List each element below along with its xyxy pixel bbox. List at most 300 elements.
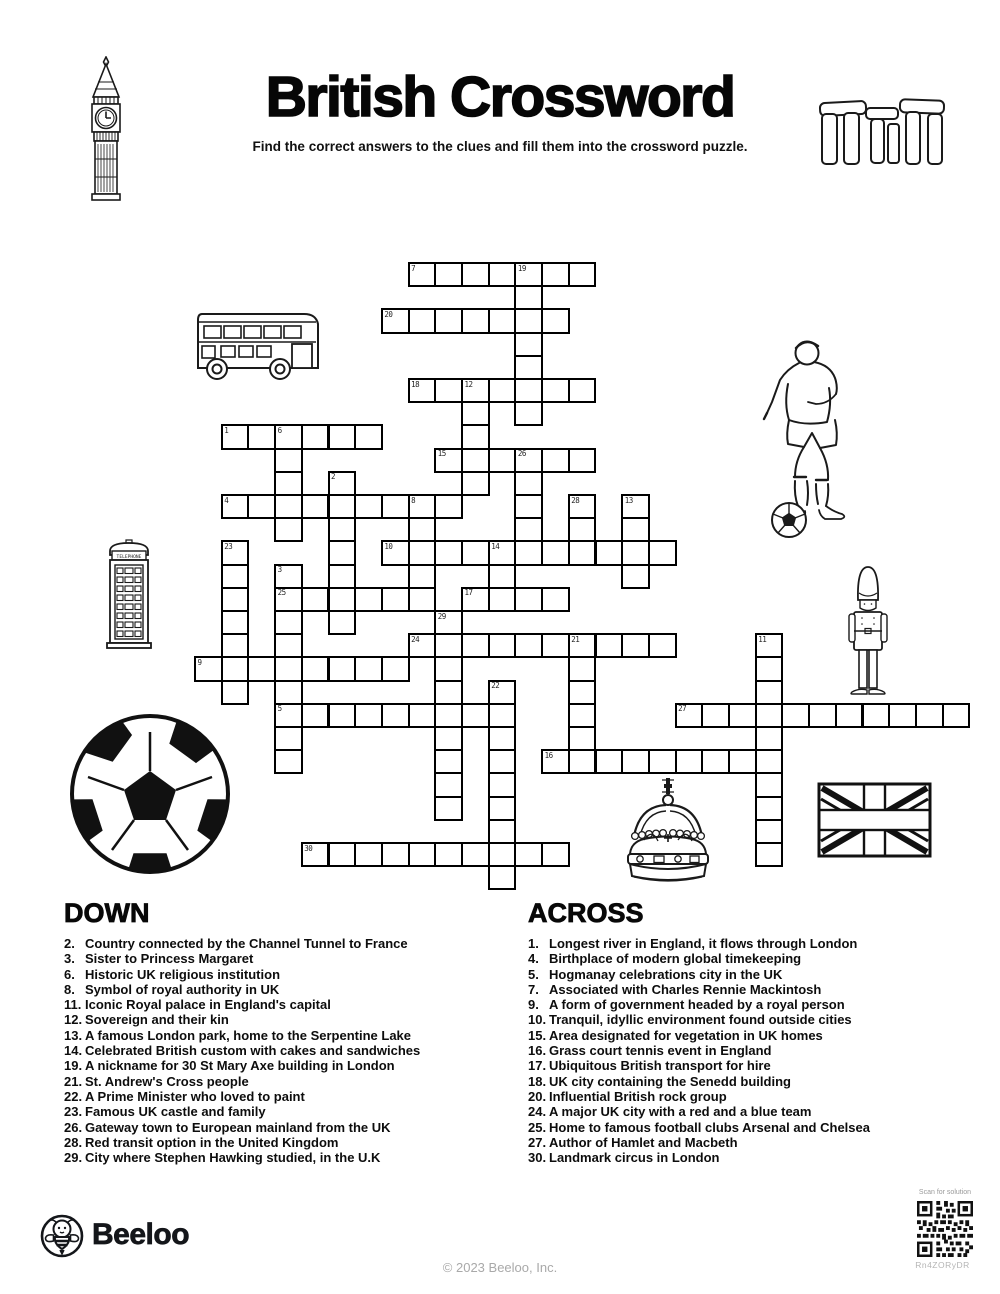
grid-cell[interactable]	[408, 308, 437, 333]
grid-cell[interactable]	[514, 285, 543, 310]
clue-item	[64, 967, 516, 982]
grid-cell[interactable]	[461, 540, 490, 565]
grid-cell[interactable]	[434, 772, 463, 797]
grid-cell[interactable]	[434, 610, 463, 635]
clue-number: 22.	[64, 1088, 83, 1104]
grid-cell[interactable]	[434, 726, 463, 751]
grid-cell[interactable]	[675, 749, 704, 774]
grid-cell[interactable]	[514, 494, 543, 519]
clue-item	[64, 997, 516, 1012]
clue-text: Area designated for vegetation in UK homes	[549, 1027, 823, 1043]
grid-cell[interactable]	[408, 540, 437, 565]
grid-cell[interactable]	[328, 424, 357, 449]
grid-cell[interactable]	[514, 842, 543, 867]
grid-cell[interactable]	[701, 703, 730, 728]
across-clues-section	[528, 898, 980, 1165]
clue-item	[528, 1150, 980, 1165]
grid-cell[interactable]	[221, 564, 250, 589]
clue-text: A form of government headed by a royal person	[549, 997, 845, 1013]
grid-cell[interactable]	[274, 424, 303, 449]
grid-cell[interactable]	[354, 494, 383, 519]
grid-cell[interactable]	[514, 332, 543, 357]
grid-cell[interactable]	[942, 703, 971, 728]
grid-cell[interactable]	[408, 564, 437, 589]
grid-cell[interactable]	[648, 749, 677, 774]
clue-number: 18.	[528, 1073, 547, 1089]
grid-cell[interactable]	[434, 540, 463, 565]
grid-cell[interactable]	[381, 656, 410, 681]
clue-text: Associated with Charles Rennie Mackintosh	[549, 981, 822, 997]
grid-cell[interactable]	[354, 587, 383, 612]
grid-cell[interactable]	[488, 726, 517, 751]
clue-text: Landmark circus in London	[549, 1150, 720, 1166]
clue-number: 12.	[64, 1012, 83, 1028]
grid-cell[interactable]	[595, 749, 624, 774]
grid-cell[interactable]	[568, 540, 597, 565]
grid-cell[interactable]	[808, 703, 837, 728]
grid-cell[interactable]	[381, 703, 410, 728]
clue-item	[64, 1028, 516, 1043]
grid-cell[interactable]	[568, 656, 597, 681]
grid-cell[interactable]	[461, 842, 490, 867]
grid-cell[interactable]	[488, 633, 517, 658]
grid-cell[interactable]	[221, 540, 250, 565]
grid-cell[interactable]	[621, 564, 650, 589]
clue-text: A Prime Minister who loved to paint	[85, 1088, 305, 1104]
grid-cell[interactable]	[541, 308, 570, 333]
grid-cell[interactable]	[274, 587, 303, 612]
grid-cell[interactable]	[488, 448, 517, 473]
clue-item	[528, 1135, 980, 1150]
clue-item	[64, 1120, 516, 1135]
grid-cell[interactable]	[221, 424, 250, 449]
clue-item	[64, 982, 516, 997]
grid-cell[interactable]	[514, 633, 543, 658]
grid-cell[interactable]	[461, 448, 490, 473]
clue-text: Historic UK religious institution	[85, 966, 281, 982]
grid-cell[interactable]	[274, 610, 303, 635]
grid-cell[interactable]	[514, 401, 543, 426]
grid-cell[interactable]	[541, 378, 570, 403]
royal-guard-icon	[840, 560, 896, 700]
clue-text: Ubiquitous British transport for hire	[549, 1058, 771, 1074]
grid-cell[interactable]	[541, 587, 570, 612]
grid-cell-number: 11	[758, 634, 767, 644]
grid-cell[interactable]	[274, 448, 303, 473]
grid-cell[interactable]	[835, 703, 864, 728]
clue-number: 4.	[528, 951, 539, 967]
grid-cell[interactable]	[461, 633, 490, 658]
clue-item	[64, 1012, 516, 1027]
grid-cell[interactable]	[408, 703, 437, 728]
grid-cell[interactable]	[354, 656, 383, 681]
grid-cell[interactable]	[488, 308, 517, 333]
clue-text: A famous London park, home to the Serpentine Lake	[85, 1027, 412, 1043]
clue-number: 11.	[64, 997, 82, 1013]
page-title: British Crossword	[265, 65, 735, 129]
grid-cell[interactable]	[568, 703, 597, 728]
grid-cell[interactable]	[568, 448, 597, 473]
clue-number: 17.	[528, 1058, 547, 1074]
grid-cell[interactable]	[621, 540, 650, 565]
grid-cell[interactable]	[328, 656, 357, 681]
clue-number: 19.	[64, 1058, 83, 1074]
grid-cell[interactable]	[408, 262, 437, 287]
grid-cell[interactable]	[514, 262, 543, 287]
clue-number: 21.	[64, 1073, 83, 1089]
grid-cell[interactable]	[408, 633, 437, 658]
grid-cell[interactable]	[568, 517, 597, 542]
grid-cell[interactable]	[755, 680, 784, 705]
grid-cell[interactable]	[755, 749, 784, 774]
grid-cell-number: 1	[224, 425, 229, 435]
clue-text: Celebrated British custom with cakes and sandwiches	[85, 1043, 421, 1059]
clue-text: Home to famous football clubs Arsenal and Chelsea	[549, 1119, 870, 1135]
grid-cell[interactable]	[301, 587, 330, 612]
grid-cell[interactable]	[701, 749, 730, 774]
grid-cell[interactable]	[221, 633, 250, 658]
grid-cell[interactable]	[755, 796, 784, 821]
grid-cell[interactable]	[274, 749, 303, 774]
clue-text: Gateway town to European mainland from the UK	[85, 1119, 391, 1135]
grid-cell[interactable]	[488, 540, 517, 565]
grid-cell[interactable]	[755, 633, 784, 658]
grid-cell-number: 9	[197, 657, 202, 667]
grid-cell[interactable]	[568, 680, 597, 705]
grid-cell[interactable]	[488, 772, 517, 797]
grid-cell[interactable]	[488, 680, 517, 705]
clue-number: 6.	[64, 966, 75, 982]
clue-number: 1.	[528, 936, 539, 951]
clue-number: 27.	[528, 1134, 547, 1150]
double-decker-bus-icon	[192, 306, 324, 384]
grid-cell[interactable]	[568, 633, 597, 658]
grid-cell-number: 21	[571, 634, 580, 644]
grid-cell[interactable]	[781, 703, 810, 728]
grid-cell[interactable]	[648, 633, 677, 658]
grid-cell-number: 12	[464, 379, 473, 389]
grid-cell[interactable]	[274, 517, 303, 542]
grid-cell[interactable]	[755, 703, 784, 728]
grid-cell[interactable]	[274, 564, 303, 589]
grid-cell[interactable]	[755, 656, 784, 681]
grid-cell[interactable]	[381, 308, 410, 333]
grid-cell[interactable]	[461, 424, 490, 449]
grid-cell[interactable]	[568, 262, 597, 287]
grid-cell[interactable]	[408, 378, 437, 403]
grid-cell-number: 16	[544, 750, 553, 760]
grid-cell[interactable]	[461, 262, 490, 287]
clue-item	[64, 1135, 516, 1150]
grid-cell[interactable]	[354, 703, 383, 728]
grid-cell[interactable]	[328, 471, 357, 496]
grid-cell[interactable]	[888, 703, 917, 728]
grid-cell[interactable]	[461, 308, 490, 333]
grid-cell[interactable]	[221, 610, 250, 635]
clue-number: 10.	[528, 1012, 547, 1028]
grid-cell[interactable]	[568, 378, 597, 403]
grid-cell[interactable]	[328, 540, 357, 565]
grid-cell[interactable]	[541, 540, 570, 565]
grid-cell[interactable]	[328, 564, 357, 589]
union-jack-icon	[817, 782, 932, 858]
clue-item	[528, 967, 980, 982]
grid-cell[interactable]	[514, 378, 543, 403]
clue-number: 28.	[64, 1134, 83, 1150]
grid-cell[interactable]	[514, 448, 543, 473]
grid-cell[interactable]	[675, 703, 704, 728]
grid-cell[interactable]	[274, 494, 303, 519]
grid-cell[interactable]	[408, 494, 437, 519]
clue-number: 9.	[528, 997, 539, 1013]
clue-item	[528, 1074, 980, 1089]
grid-cell[interactable]	[328, 517, 357, 542]
grid-cell[interactable]	[434, 262, 463, 287]
grid-cell[interactable]	[621, 749, 650, 774]
grid-cell[interactable]	[862, 703, 891, 728]
grid-cell[interactable]	[488, 564, 517, 589]
grid-cell[interactable]	[434, 796, 463, 821]
grid-cell[interactable]	[301, 703, 330, 728]
grid-cell[interactable]	[408, 587, 437, 612]
grid-cell[interactable]	[541, 633, 570, 658]
clue-number: 5.	[528, 966, 539, 982]
clue-item	[528, 1043, 980, 1058]
grid-cell[interactable]	[434, 703, 463, 728]
grid-cell-number: 15	[437, 449, 446, 459]
crown-icon	[620, 776, 716, 886]
clue-text: Birthplace of modern global timekeeping	[549, 951, 802, 967]
grid-cell[interactable]	[381, 540, 410, 565]
grid-cell-number: 3	[277, 565, 282, 575]
grid-cell-number: 5	[277, 704, 282, 714]
grid-cell[interactable]	[301, 494, 330, 519]
clue-number: 7.	[528, 981, 539, 997]
grid-cell[interactable]	[915, 703, 944, 728]
grid-cell[interactable]	[514, 517, 543, 542]
grid-cell[interactable]	[488, 378, 517, 403]
grid-cell[interactable]	[595, 540, 624, 565]
grid-cell[interactable]	[434, 448, 463, 473]
grid-cell[interactable]	[247, 424, 276, 449]
grid-cell-number: 4	[224, 495, 229, 505]
grid-cell[interactable]	[354, 842, 383, 867]
grid-cell[interactable]	[434, 680, 463, 705]
grid-cell[interactable]	[541, 749, 570, 774]
page-subtitle: Find the correct answers to the clues and fill them into the crossword puzzle.	[252, 139, 748, 154]
grid-cell-number: 25	[277, 588, 286, 598]
grid-cell[interactable]	[514, 471, 543, 496]
clue-text: Influential British rock group	[549, 1088, 727, 1104]
down-clues-section	[64, 898, 516, 1165]
qr-code-icon[interactable]	[917, 1201, 973, 1257]
grid-cell[interactable]	[461, 703, 490, 728]
grid-cell[interactable]	[434, 378, 463, 403]
grid-cell[interactable]	[301, 656, 330, 681]
grid-cell[interactable]	[354, 424, 383, 449]
grid-cell[interactable]	[488, 865, 517, 890]
grid-cell[interactable]	[328, 610, 357, 635]
grid-cell[interactable]	[434, 633, 463, 658]
grid-cell[interactable]	[221, 680, 250, 705]
clue-item	[528, 997, 980, 1012]
grid-cell[interactable]	[381, 842, 410, 867]
grid-cell[interactable]	[755, 772, 784, 797]
grid-cell[interactable]	[381, 494, 410, 519]
grid-cell[interactable]	[274, 726, 303, 751]
clue-number: 20.	[528, 1088, 547, 1104]
clue-text: Symbol of royal authority in UK	[85, 981, 280, 997]
grid-cell[interactable]	[541, 448, 570, 473]
grid-cell[interactable]	[194, 656, 223, 681]
grid-cell[interactable]	[621, 494, 650, 519]
grid-cell[interactable]	[755, 726, 784, 751]
across-clue-list	[528, 936, 980, 1165]
grid-cell[interactable]	[728, 749, 757, 774]
phone-booth-icon	[103, 531, 155, 649]
grid-cell[interactable]	[488, 842, 517, 867]
grid-cell[interactable]	[621, 517, 650, 542]
grid-cell[interactable]	[274, 703, 303, 728]
footballer-icon	[750, 336, 865, 544]
grid-cell[interactable]	[301, 424, 330, 449]
grid-cell[interactable]	[488, 262, 517, 287]
clue-number: 14.	[64, 1043, 83, 1059]
grid-cell[interactable]	[541, 262, 570, 287]
grid-cell[interactable]	[488, 749, 517, 774]
grid-cell[interactable]	[434, 308, 463, 333]
grid-cell-number: 28	[571, 495, 580, 505]
clue-item	[64, 1043, 516, 1058]
grid-cell-number: 29	[437, 611, 446, 621]
grid-cell[interactable]	[488, 703, 517, 728]
grid-cell[interactable]	[221, 587, 250, 612]
clue-text: Iconic Royal palace in England's capital	[85, 997, 331, 1013]
grid-cell[interactable]	[514, 355, 543, 380]
grid-cell[interactable]	[514, 308, 543, 333]
grid-cell-number: 19	[517, 263, 526, 273]
clue-item	[528, 1089, 980, 1104]
grid-cell[interactable]	[488, 819, 517, 844]
grid-cell[interactable]	[274, 471, 303, 496]
grid-cell-number: 6	[277, 425, 282, 435]
grid-cell[interactable]	[514, 540, 543, 565]
clue-number: 26.	[64, 1119, 83, 1135]
grid-cell[interactable]	[328, 494, 357, 519]
grid-cell[interactable]	[461, 471, 490, 496]
grid-cell[interactable]	[648, 540, 677, 565]
grid-cell[interactable]	[595, 633, 624, 658]
clue-text: Famous UK castle and family	[85, 1104, 266, 1120]
grid-cell[interactable]	[568, 749, 597, 774]
clue-number: 2.	[64, 936, 75, 951]
clue-number: 16.	[528, 1043, 547, 1059]
clue-item	[528, 1012, 980, 1027]
grid-cell[interactable]	[221, 494, 250, 519]
grid-cell[interactable]	[381, 587, 410, 612]
grid-cell[interactable]	[728, 703, 757, 728]
clue-text: Hogmanay celebrations city in the UK	[549, 966, 783, 982]
grid-cell-number: 7	[411, 263, 416, 273]
clue-item	[64, 1089, 516, 1104]
clue-text: Sovereign and their kin	[85, 1012, 229, 1028]
clue-text: Tranquil, idyllic environment found outside cities	[549, 1012, 852, 1028]
clue-item	[528, 1058, 980, 1073]
grid-cell[interactable]	[461, 587, 490, 612]
clue-number: 8.	[64, 981, 75, 997]
clue-number: 25.	[528, 1119, 547, 1135]
grid-cell[interactable]	[621, 633, 650, 658]
clue-text: Grass court tennis event in England	[549, 1043, 772, 1059]
grid-cell[interactable]	[755, 819, 784, 844]
grid-cell[interactable]	[488, 587, 517, 612]
clue-text: UK city containing the Senedd building	[549, 1073, 791, 1089]
grid-cell-number: 23	[224, 541, 233, 551]
grid-cell[interactable]	[461, 378, 490, 403]
grid-cell[interactable]	[328, 842, 357, 867]
grid-cell-number: 14	[491, 541, 500, 551]
grid-cell-number: 2	[331, 472, 336, 482]
clue-item	[64, 1104, 516, 1119]
grid-cell[interactable]	[568, 726, 597, 751]
grid-cell[interactable]	[541, 842, 570, 867]
grid-cell[interactable]	[434, 494, 463, 519]
clue-number: 13.	[64, 1027, 83, 1043]
grid-cell[interactable]	[461, 401, 490, 426]
clue-item	[64, 1058, 516, 1073]
grid-cell[interactable]	[328, 587, 357, 612]
down-clue-list	[64, 936, 516, 1165]
clue-item	[64, 951, 516, 966]
grid-cell[interactable]	[434, 749, 463, 774]
clue-text: Author of Hamlet and Macbeth	[549, 1134, 738, 1150]
clue-number: 30.	[528, 1150, 547, 1166]
grid-cell[interactable]	[408, 517, 437, 542]
grid-cell-number: 8	[411, 495, 416, 505]
grid-cell[interactable]	[488, 796, 517, 821]
clue-item	[528, 951, 980, 966]
grid-cell[interactable]	[221, 656, 250, 681]
clue-item	[528, 982, 980, 997]
grid-cell[interactable]	[434, 842, 463, 867]
grid-cell[interactable]	[301, 842, 330, 867]
clue-text: St. Andrew's Cross people	[85, 1073, 249, 1089]
grid-cell-number: 22	[491, 681, 500, 691]
grid-cell[interactable]	[755, 842, 784, 867]
grid-cell[interactable]	[434, 656, 463, 681]
beeloo-bee-logo-icon	[40, 1213, 85, 1259]
clue-text: Longest river in England, it flows through London	[549, 936, 858, 951]
grid-cell[interactable]	[328, 703, 357, 728]
grid-cell[interactable]	[514, 587, 543, 612]
phone-booth-sign: TELEPHONE	[116, 555, 142, 560]
grid-cell-number: 10	[384, 541, 393, 551]
clue-item	[528, 1120, 980, 1135]
grid-cell[interactable]	[247, 494, 276, 519]
grid-cell[interactable]	[274, 656, 303, 681]
grid-cell[interactable]	[274, 680, 303, 705]
grid-cell-number: 18	[411, 379, 420, 389]
grid-cell[interactable]	[274, 633, 303, 658]
grid-cell[interactable]	[408, 842, 437, 867]
grid-cell[interactable]	[247, 656, 276, 681]
grid-cell-number: 17	[464, 588, 473, 598]
clue-number: 29.	[64, 1150, 83, 1166]
qr-code-text: Rn4ZORyDR	[915, 1260, 970, 1270]
grid-cell-number: 26	[517, 449, 526, 459]
grid-cell[interactable]	[568, 494, 597, 519]
clue-text: Country connected by the Channel Tunnel to France	[85, 936, 408, 951]
